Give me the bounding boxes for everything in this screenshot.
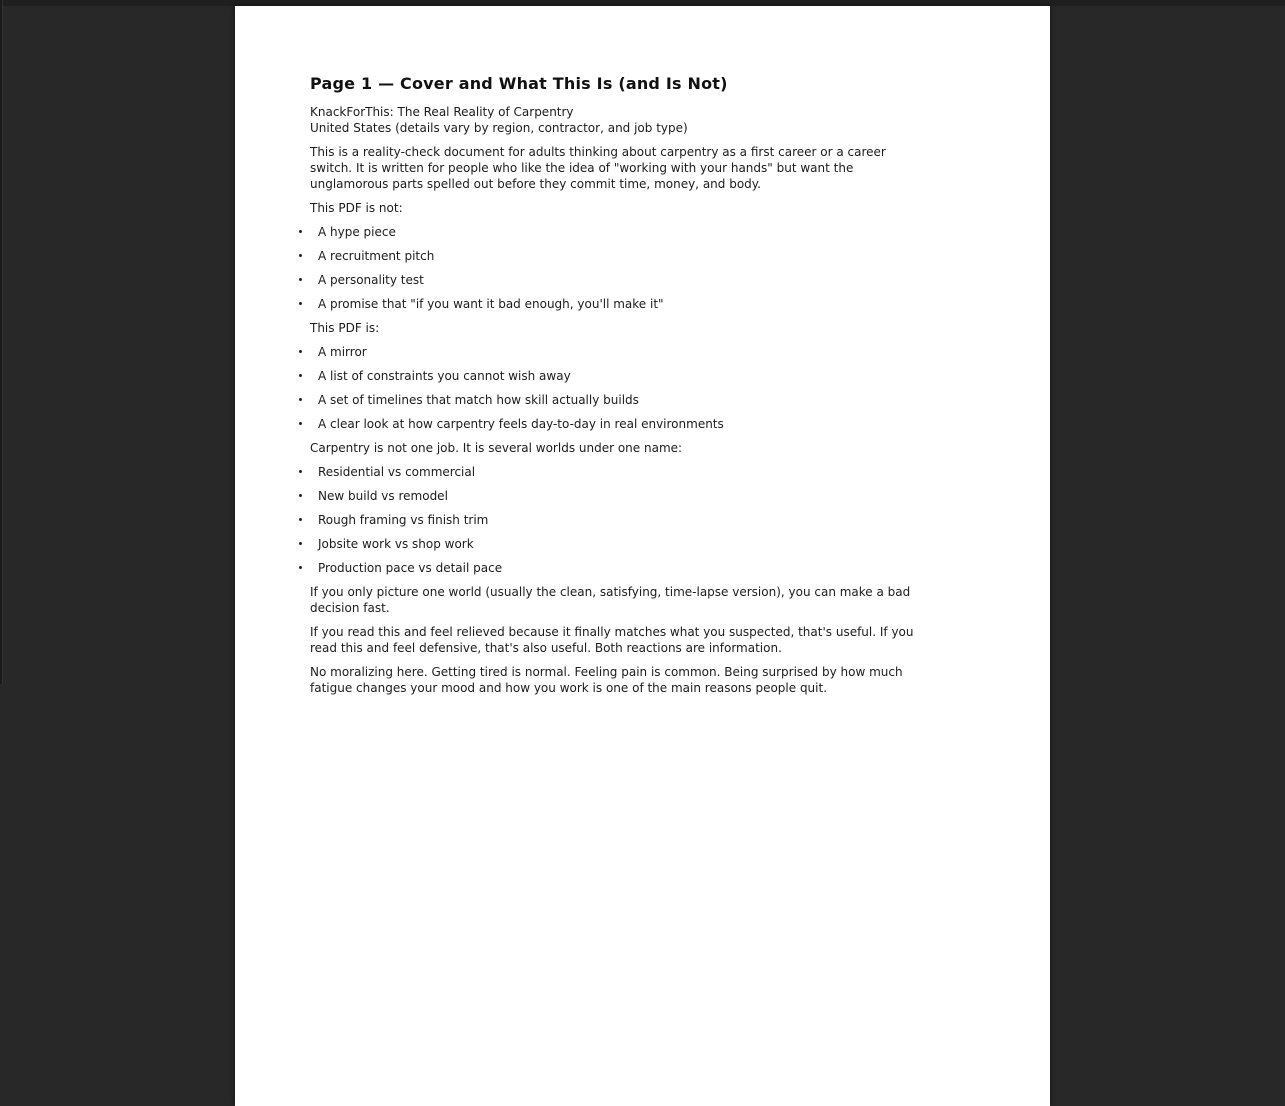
text-line: Rough framing vs finish trim xyxy=(318,513,489,527)
bullet-item xyxy=(310,560,1050,576)
bullet-icon xyxy=(299,542,302,545)
text-line: Residential vs commercial xyxy=(318,465,476,479)
pdf-page[interactable] xyxy=(235,6,1050,1106)
text-line: United States (details vary by region, contractor, and job type) xyxy=(310,121,688,135)
bullet-item xyxy=(310,536,1050,552)
bullet-item xyxy=(310,224,1050,240)
bullet-icon xyxy=(299,470,302,473)
text-line: This is a reality-check document for adults thinking about carpentry as a first career or a career xyxy=(310,145,886,159)
bullet-icon xyxy=(299,278,302,281)
text-line: No moralizing here. Getting tired is normal. Feeling pain is common. Being surprised by how much xyxy=(310,665,903,679)
document-content xyxy=(310,74,1050,704)
bullet-item xyxy=(310,392,1050,408)
bullet-icon xyxy=(299,230,302,233)
text-line: A recruitment pitch xyxy=(318,249,435,263)
bullet-item xyxy=(310,488,1050,504)
text-line: switch. It is written for people who like the idea of "working with your hands" but want the xyxy=(310,161,854,175)
document-title: Page 1 — Cover and What This Is (and Is Not) xyxy=(310,74,728,93)
paragraph xyxy=(310,584,1050,616)
bullet-item xyxy=(310,248,1050,264)
bullet-icon xyxy=(299,422,302,425)
bullet-item xyxy=(310,512,1050,528)
text-line: A hype piece xyxy=(318,225,396,239)
bullet-icon xyxy=(299,494,302,497)
text-line: Jobsite work vs shop work xyxy=(318,537,474,551)
text-line: A mirror xyxy=(318,345,367,359)
text-line: A set of timelines that match how skill actually builds xyxy=(318,393,639,407)
bullet-item xyxy=(310,344,1050,360)
paragraph xyxy=(310,320,1050,336)
text-line: If you only picture one world (usually the clean, satisfying, time-lapse version), you can make a bad xyxy=(310,585,911,599)
bullet-item xyxy=(310,416,1050,432)
text-line: New build vs remodel xyxy=(318,489,448,503)
text-line: If you read this and feel relieved because it finally matches what you suspected, that's useful. If you xyxy=(310,625,914,639)
text-line: Carpentry is not one job. It is several worlds under one name: xyxy=(310,441,683,455)
bullet-icon xyxy=(299,254,302,257)
bullet-item xyxy=(310,296,1050,312)
text-line: A list of constraints you cannot wish away xyxy=(318,369,571,383)
paragraph xyxy=(310,624,1050,656)
paragraph xyxy=(310,144,1050,192)
text-line: Production pace vs detail pace xyxy=(318,561,503,575)
bullet-icon xyxy=(299,350,302,353)
bullet-item xyxy=(310,464,1050,480)
paragraph xyxy=(310,664,1050,696)
bullet-icon xyxy=(299,566,302,569)
text-line: A promise that "if you want it bad enough, you'll make it" xyxy=(318,297,664,311)
bullet-icon xyxy=(299,374,302,377)
text-line: decision fast. xyxy=(310,601,390,615)
text-line: A clear look at how carpentry feels day-to-day in real environments xyxy=(318,417,724,431)
text-line: This PDF is not: xyxy=(310,201,403,215)
text-line: KnackForThis: The Real Reality of Carpentry xyxy=(310,105,574,119)
text-line: unglamorous parts spelled out before they commit time, money, and body. xyxy=(310,177,761,191)
bullet-item xyxy=(310,368,1050,384)
paragraph xyxy=(310,200,1050,216)
viewer-left-edge xyxy=(0,0,3,684)
paragraph xyxy=(310,104,1050,136)
text-line: read this and feel defensive, that's also useful. Both reactions are information. xyxy=(310,641,782,655)
paragraph xyxy=(310,440,1050,456)
text-line: A personality test xyxy=(318,273,424,287)
bullet-icon xyxy=(299,302,302,305)
text-line: This PDF is: xyxy=(310,321,380,335)
bullet-icon xyxy=(299,398,302,401)
bullet-icon xyxy=(299,518,302,521)
text-line: fatigue changes your mood and how you work is one of the main reasons people quit. xyxy=(310,681,828,695)
bullet-item xyxy=(310,272,1050,288)
